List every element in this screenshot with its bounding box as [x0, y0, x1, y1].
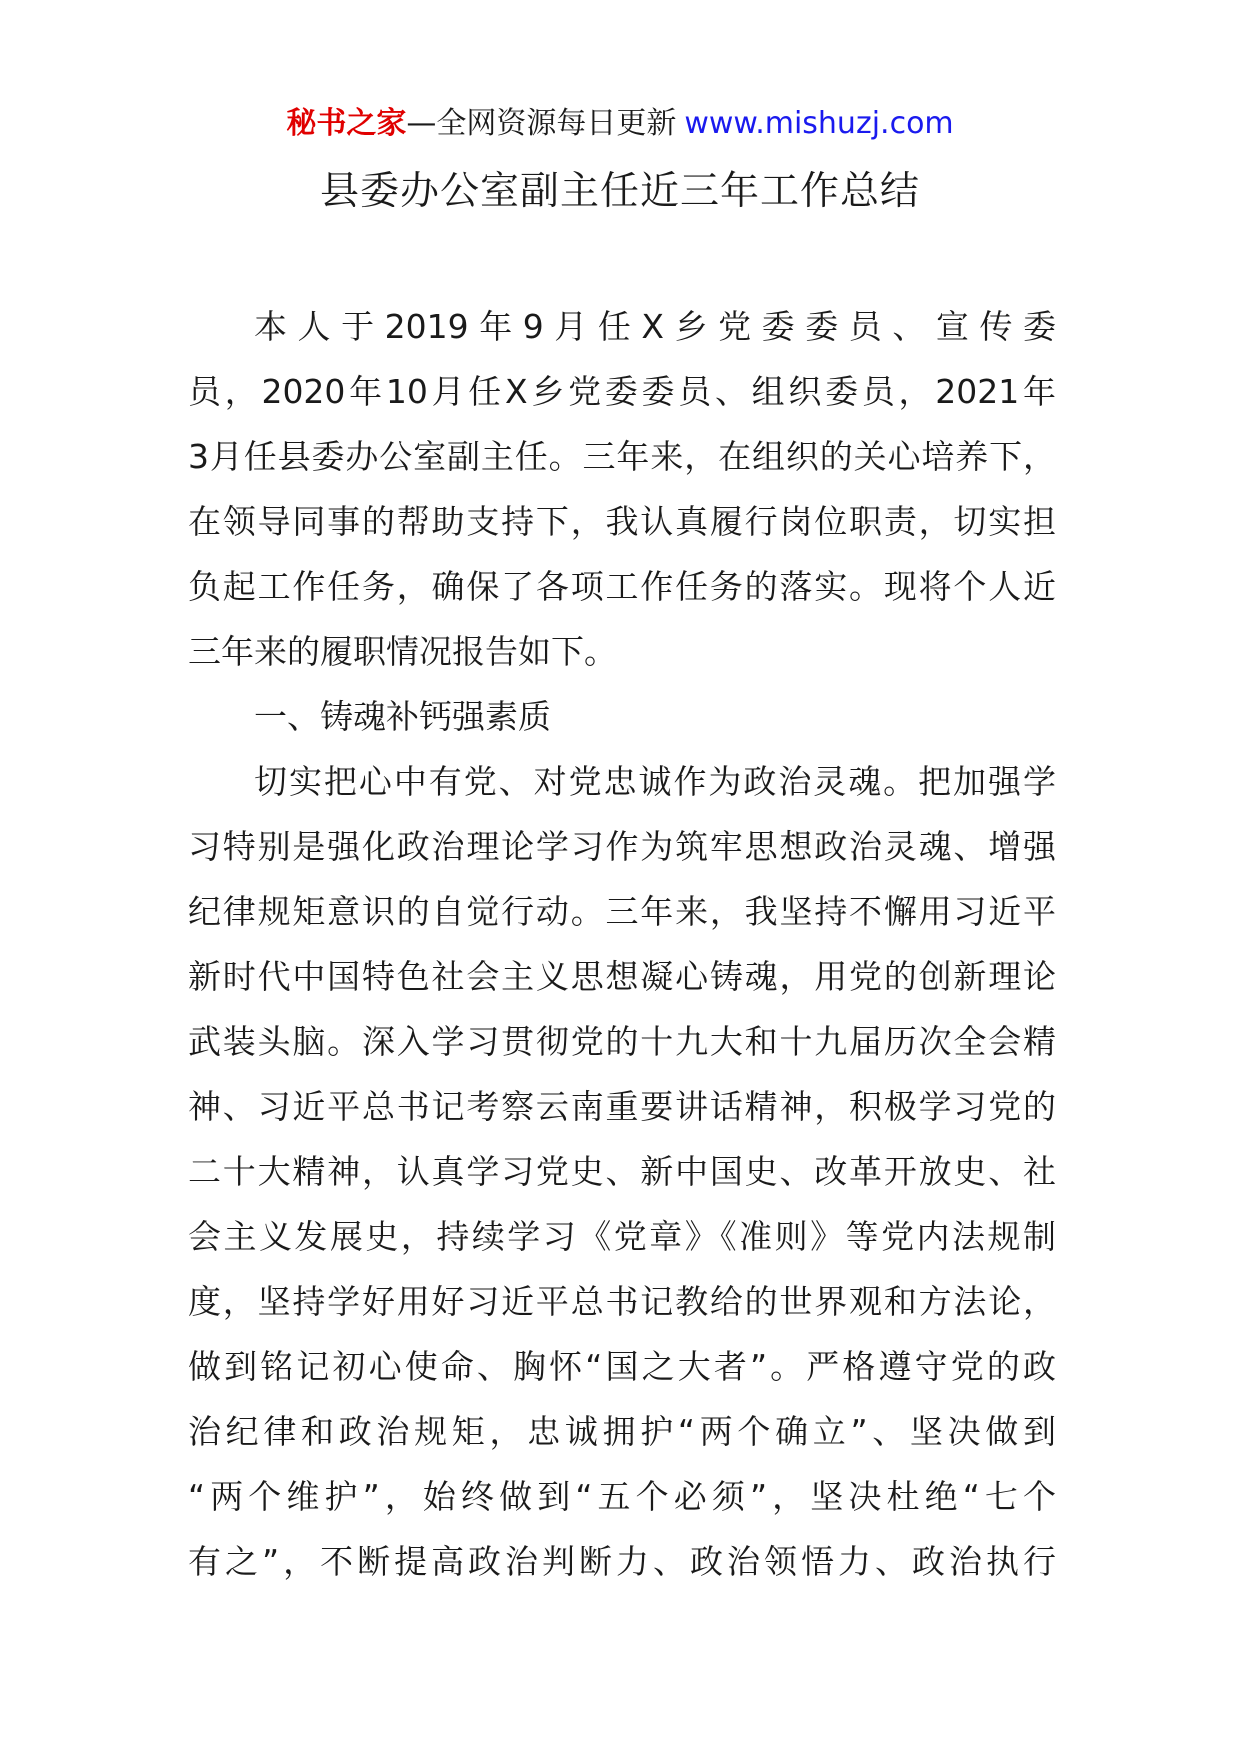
document-body	[188, 294, 1056, 1594]
text-line: 做到铭记初心使命、胸怀“国之大者”。严格遵守党的政	[188, 1347, 1056, 1386]
text-line: 3月任县委办公室副主任。三年来，在组织的关心培养下，	[188, 437, 1056, 476]
text-line: 新时代中国特色社会主义思想凝心铸魂，用党的创新理论	[188, 957, 1056, 996]
text-line: 二十大精神，认真学习党史、新中国史、改革开放史、社	[188, 1152, 1056, 1191]
text-line: 度，坚持学好用好习近平总书记教给的世界观和方法论，	[188, 1282, 1056, 1321]
text-line: 切实把心中有党、对党忠诚作为政治灵魂。把加强学	[254, 762, 1056, 801]
text-line: 有之”，不断提高政治判断力、政治领悟力、政治执行	[188, 1542, 1056, 1581]
text-line: 会主义发展史，持续学习《党章》《准则》等党内法规制	[188, 1217, 1056, 1256]
text-line: 本人于2019年9月任X乡党委委员、宣传委	[254, 307, 1056, 346]
site-url[interactable]: www.mishuzj.com	[684, 106, 954, 141]
text-line: 负起工作任务，确保了各项工作任务的落实。现将个人近	[188, 567, 1056, 606]
text-line: 武装头脑。深入学习贯彻党的十九大和十九届历次全会精	[188, 1022, 1056, 1061]
text-line: 一、铸魂补钙强素质	[254, 697, 551, 736]
text-line: 纪律规矩意识的自觉行动。三年来，我坚持不懈用习近平	[188, 892, 1056, 931]
text-line: 员，2020年10月任X乡党委委员、组织委员，2021年	[188, 372, 1056, 411]
text-line: 神、习近平总书记考察云南重要讲话精神，积极学习党的	[188, 1087, 1056, 1126]
brand-name: 秘书之家	[286, 106, 407, 141]
text-line: 治纪律和政治规矩，忠诚拥护“两个确立”、坚决做到	[188, 1412, 1056, 1451]
text-line: 在领导同事的帮助支持下，我认真履行岗位职责，切实担	[188, 502, 1056, 541]
document-title: 县委办公室副主任近三年工作总结	[319, 169, 920, 214]
banner-slogan: —全网资源每日更新	[406, 106, 677, 141]
text-line: 习特别是强化政治理论学习作为筑牢思想政治灵魂、增强	[188, 827, 1056, 866]
text-line: “两个维护”，始终做到“五个必须”，坚决杜绝“七个	[188, 1477, 1056, 1516]
site-banner	[0, 100, 1240, 148]
text-line: 三年来的履职情况报告如下。	[188, 632, 617, 671]
